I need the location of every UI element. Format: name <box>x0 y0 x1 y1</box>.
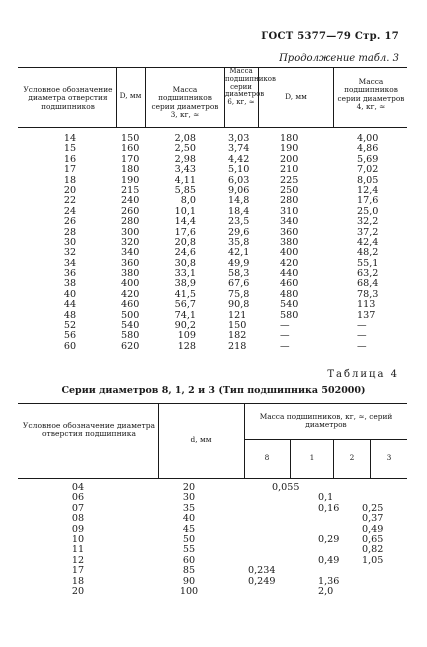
table4-header-series-2: 2 <box>349 453 355 462</box>
table-cell: 0,25 <box>362 502 384 514</box>
table-cell: 14,8 <box>228 195 250 207</box>
table-cell <box>272 566 312 576</box>
table-cell: 380 <box>121 268 140 280</box>
table4-header-series-3: 3 <box>386 453 392 462</box>
table-cell: 42,4 <box>357 236 379 248</box>
table-cell: 190 <box>280 143 299 155</box>
table-cell: 48 <box>63 309 77 321</box>
table-cell: 90,2 <box>174 320 196 332</box>
table4-title: Таблица 4 <box>327 369 399 380</box>
table-cell: 12,4 <box>357 184 379 196</box>
table-cell: 218 <box>228 340 247 352</box>
table3-continuation-label: Продолжение табл. 3 <box>279 53 399 64</box>
table-cell: 109 <box>177 330 196 342</box>
table4-col-d <box>174 483 204 597</box>
table-cell: 400 <box>280 247 299 259</box>
table-cell: 32,2 <box>357 216 379 228</box>
table-cell: 200 <box>280 153 299 165</box>
table4-divider <box>244 403 245 478</box>
table3-col-bore-code <box>58 134 82 352</box>
page-header: ГОСТ 5377—79 Стр. 17 <box>261 31 399 42</box>
table-cell: 0,16 <box>318 502 340 514</box>
table-cell: 38 <box>63 278 77 290</box>
table-cell: 0,82 <box>362 544 384 556</box>
table-cell: 400 <box>121 278 140 290</box>
table-cell: 06 <box>71 492 85 504</box>
table-cell: 55 <box>182 544 196 556</box>
table-cell: 420 <box>121 288 140 300</box>
table-cell: 170 <box>121 153 140 165</box>
table-cell: 0,234 <box>248 565 276 577</box>
table-cell: 137 <box>357 309 376 321</box>
table-cell: 35,8 <box>228 236 250 248</box>
table-cell: 09 <box>71 523 85 535</box>
table-cell: 32 <box>63 247 77 259</box>
table-cell: 380 <box>280 236 299 248</box>
table-cell: 3,03 <box>228 133 250 144</box>
table4-header-bore-code: Условное обозначение диаметра отверстия подшипника <box>22 421 156 439</box>
table-cell: 30 <box>63 236 77 248</box>
table-cell: — <box>357 340 367 352</box>
table-cell: 5,69 <box>357 153 379 165</box>
table-cell: 8,05 <box>357 174 379 186</box>
table3-header-mass-series-4: Масса подшипников серии диаметров 4, кг, ≈ <box>337 77 405 112</box>
table-cell: 23,5 <box>228 216 250 228</box>
table-cell: 56 <box>63 330 77 342</box>
table-cell: 190 <box>121 174 140 186</box>
table-cell: 85 <box>182 565 196 577</box>
table-cell: 260 <box>121 205 140 217</box>
table-cell: 0,37 <box>362 513 384 525</box>
table4-divider <box>370 439 371 478</box>
table-cell: 25,0 <box>357 205 379 217</box>
table-cell <box>318 514 348 524</box>
table-cell: 7,02 <box>357 164 379 176</box>
table-cell: 180 <box>121 164 140 176</box>
table-cell: 280 <box>280 195 299 207</box>
table3-col-mass-6 <box>228 134 258 352</box>
table-cell: 35 <box>182 502 196 514</box>
table-cell: 74,1 <box>174 309 196 321</box>
table-cell: 460 <box>121 299 140 311</box>
table-cell: 90,8 <box>228 299 250 311</box>
table-cell: — <box>280 320 290 332</box>
table-cell: 580 <box>121 330 140 342</box>
table-cell: 22 <box>63 195 77 207</box>
table-cell: 18,4 <box>228 205 250 217</box>
table-cell: 4,11 <box>174 174 196 186</box>
table-cell: 12 <box>71 554 85 566</box>
table4-divider <box>333 439 334 478</box>
table-cell: 2,50 <box>174 143 196 155</box>
table-cell: 17,6 <box>357 195 379 207</box>
table3-header-mass-series-3: Масса подшипников серии диаметров 3, кг, ≈ <box>151 85 219 120</box>
table-cell: 40 <box>63 288 77 300</box>
table-cell: 128 <box>177 340 196 352</box>
table3-divider <box>145 67 146 127</box>
table3-header-bore-code: Условное обозначение диаметра отверстия подшипников <box>23 85 113 111</box>
table-cell: 20,8 <box>174 236 196 248</box>
table-cell: — <box>280 330 290 342</box>
table-cell: 113 <box>357 299 376 311</box>
table-cell: 08 <box>71 513 85 525</box>
table-cell: 18 <box>63 174 77 186</box>
table-cell: 17 <box>63 164 77 176</box>
table3-header-mass-series-6: Масса подшипников серии диаметров 6, кг, ≈ <box>225 67 276 107</box>
table-cell <box>362 566 396 576</box>
table-cell: 225 <box>280 174 299 186</box>
table-cell: 0,29 <box>318 533 340 545</box>
table4-header-d: d, мм <box>190 435 212 444</box>
table4-col-series-3 <box>362 483 396 597</box>
table-cell: 28 <box>63 226 77 238</box>
table-cell <box>272 493 312 503</box>
table-cell <box>362 587 396 597</box>
table-cell: 38,9 <box>174 278 196 290</box>
table-cell: 0,49 <box>362 523 384 535</box>
table-cell: 5,85 <box>174 184 196 196</box>
table4-col-bore-code <box>66 483 90 597</box>
table-cell: 29,6 <box>228 226 250 238</box>
table-cell: 10 <box>71 533 85 545</box>
table-cell: 20 <box>71 585 85 597</box>
table-cell: 40 <box>182 513 196 525</box>
table-cell: 07 <box>71 502 85 514</box>
table-cell: 540 <box>121 320 140 332</box>
table-cell: 0,49 <box>318 554 340 566</box>
table3-header-D: D, мм <box>119 91 142 100</box>
table-cell: 37,2 <box>357 226 379 238</box>
table-cell: 16 <box>63 153 77 165</box>
table-cell: 210 <box>280 164 299 176</box>
table-cell: 360 <box>121 257 140 269</box>
table3-col-D2 <box>280 134 310 352</box>
table-cell: 11 <box>71 544 85 556</box>
table-cell <box>272 587 312 597</box>
table-cell: 18 <box>71 575 85 587</box>
table-cell: 3,43 <box>174 164 196 176</box>
table4-header-series-1: 1 <box>309 453 315 462</box>
table-cell: 45 <box>182 523 196 535</box>
table-cell: 67,6 <box>228 278 250 290</box>
table-cell: 0,1 <box>318 492 334 504</box>
table4-header-mass-group: Масса подшипников, кг, ≈, серий диаметров <box>259 412 393 430</box>
table3-col-mass-4 <box>357 134 391 352</box>
table-cell: 50 <box>182 533 196 545</box>
table-cell: 04 <box>71 482 85 493</box>
table-cell <box>318 566 348 576</box>
table4-top-rule <box>18 403 407 404</box>
table-cell: 160 <box>121 143 140 155</box>
table-cell: 310 <box>280 205 299 217</box>
table-cell: 90 <box>182 575 196 587</box>
table-cell: 60 <box>63 340 77 352</box>
table-cell: 150 <box>121 133 140 144</box>
table-cell: 1,05 <box>362 554 384 566</box>
table-cell: 14 <box>63 133 77 144</box>
table-cell: 460 <box>280 278 299 290</box>
table3-header-D2: D, мм <box>285 92 307 101</box>
table-cell: 17,6 <box>174 226 196 238</box>
table-cell: 340 <box>280 216 299 228</box>
table-cell: 20 <box>182 482 196 493</box>
table3-header-rule <box>18 127 407 128</box>
table-cell: 10,1 <box>174 205 196 217</box>
table-cell: 620 <box>121 340 140 352</box>
table-cell: 4,86 <box>357 143 379 155</box>
table4-group-rule <box>244 439 407 440</box>
table-cell: 2,0 <box>318 585 334 597</box>
table-cell <box>272 525 312 535</box>
table-cell: 9,06 <box>228 184 250 196</box>
table-cell: 30,8 <box>174 257 196 269</box>
table-cell: 17 <box>71 565 85 577</box>
table-cell: 1,36 <box>318 575 340 587</box>
table-cell: 5,10 <box>228 164 250 176</box>
table-cell: 0,055 <box>272 482 300 493</box>
table-cell: 63,2 <box>357 268 379 280</box>
table-cell: 280 <box>121 216 140 228</box>
table-cell: 8,0 <box>180 195 196 207</box>
table-cell: 240 <box>121 195 140 207</box>
table-cell: 56,7 <box>174 299 196 311</box>
table-cell: 6,03 <box>228 174 250 186</box>
table-cell: 4,00 <box>357 133 379 144</box>
table-cell <box>272 556 312 566</box>
table3-top-rule <box>18 67 407 68</box>
table-cell: 14,4 <box>174 216 196 228</box>
table-cell: 20 <box>63 184 77 196</box>
table-cell: 49,9 <box>228 257 250 269</box>
table-cell: 36 <box>63 268 77 280</box>
table-cell: 320 <box>121 236 140 248</box>
table-cell: 24,6 <box>174 247 196 259</box>
table-cell: 42,1 <box>228 247 250 259</box>
table-cell: 24 <box>63 205 77 217</box>
table-cell: 58,3 <box>228 268 250 280</box>
table-cell: 480 <box>280 288 299 300</box>
table-cell: 2,98 <box>174 153 196 165</box>
table3-col-mass-3 <box>168 134 196 352</box>
table-cell: 250 <box>280 184 299 196</box>
table-cell: 78,3 <box>357 288 379 300</box>
table3-divider <box>333 67 334 127</box>
table-cell: 182 <box>228 330 247 342</box>
table-cell: 26 <box>63 216 77 228</box>
table-cell: 60 <box>182 554 196 566</box>
table-cell: — <box>280 340 290 352</box>
table4-col-series-1 <box>272 483 312 597</box>
table-cell <box>272 545 312 555</box>
table4-subtitle: Серии диаметров 8, 1, 2 и 3 (Тип подшипника 502000) <box>61 385 366 396</box>
table4-header-series-8: 8 <box>264 453 270 462</box>
table3-col-D <box>121 134 145 352</box>
table-cell: 3,74 <box>228 143 250 155</box>
table-cell <box>272 514 312 524</box>
table-cell: 440 <box>280 268 299 280</box>
table-cell: 33,1 <box>174 268 196 280</box>
table-cell: 180 <box>280 133 299 144</box>
table-cell: 68,4 <box>357 278 379 290</box>
table-cell: 48,2 <box>357 247 379 259</box>
table4-divider <box>158 403 159 478</box>
table-cell: 75,8 <box>228 288 250 300</box>
table-cell <box>272 504 312 514</box>
table-cell: 121 <box>228 309 247 321</box>
table-cell: 580 <box>280 309 299 321</box>
table-cell: 340 <box>121 247 140 259</box>
table-cell: 360 <box>280 226 299 238</box>
table-cell: 540 <box>280 299 299 311</box>
table-cell: 41,5 <box>174 288 196 300</box>
table-cell: 100 <box>179 585 199 597</box>
table-cell: 300 <box>121 226 140 238</box>
table-cell: 30 <box>182 492 196 504</box>
table-cell: 0,65 <box>362 533 384 545</box>
table-cell: 0,249 <box>248 575 276 587</box>
table4-col-series-2 <box>318 483 348 597</box>
table-cell: 2,08 <box>174 133 196 144</box>
table-cell: 34 <box>63 257 77 269</box>
table-cell: — <box>357 320 367 332</box>
table-cell: 420 <box>280 257 299 269</box>
table4-header-rule <box>18 478 407 479</box>
table-cell: — <box>357 330 367 342</box>
table-cell: 52 <box>63 320 77 332</box>
table-cell: 4,42 <box>228 153 250 165</box>
table-cell: 55,1 <box>357 257 379 269</box>
table-cell: 44 <box>63 299 77 311</box>
table-cell <box>362 483 396 493</box>
table-cell <box>272 577 312 587</box>
table-cell <box>272 535 312 545</box>
table-cell: 150 <box>228 320 247 332</box>
table4-divider <box>290 439 291 478</box>
table-cell: 215 <box>121 184 140 196</box>
table-cell: 500 <box>121 309 140 321</box>
table-cell: 15 <box>63 143 77 155</box>
table-cell <box>362 577 396 587</box>
